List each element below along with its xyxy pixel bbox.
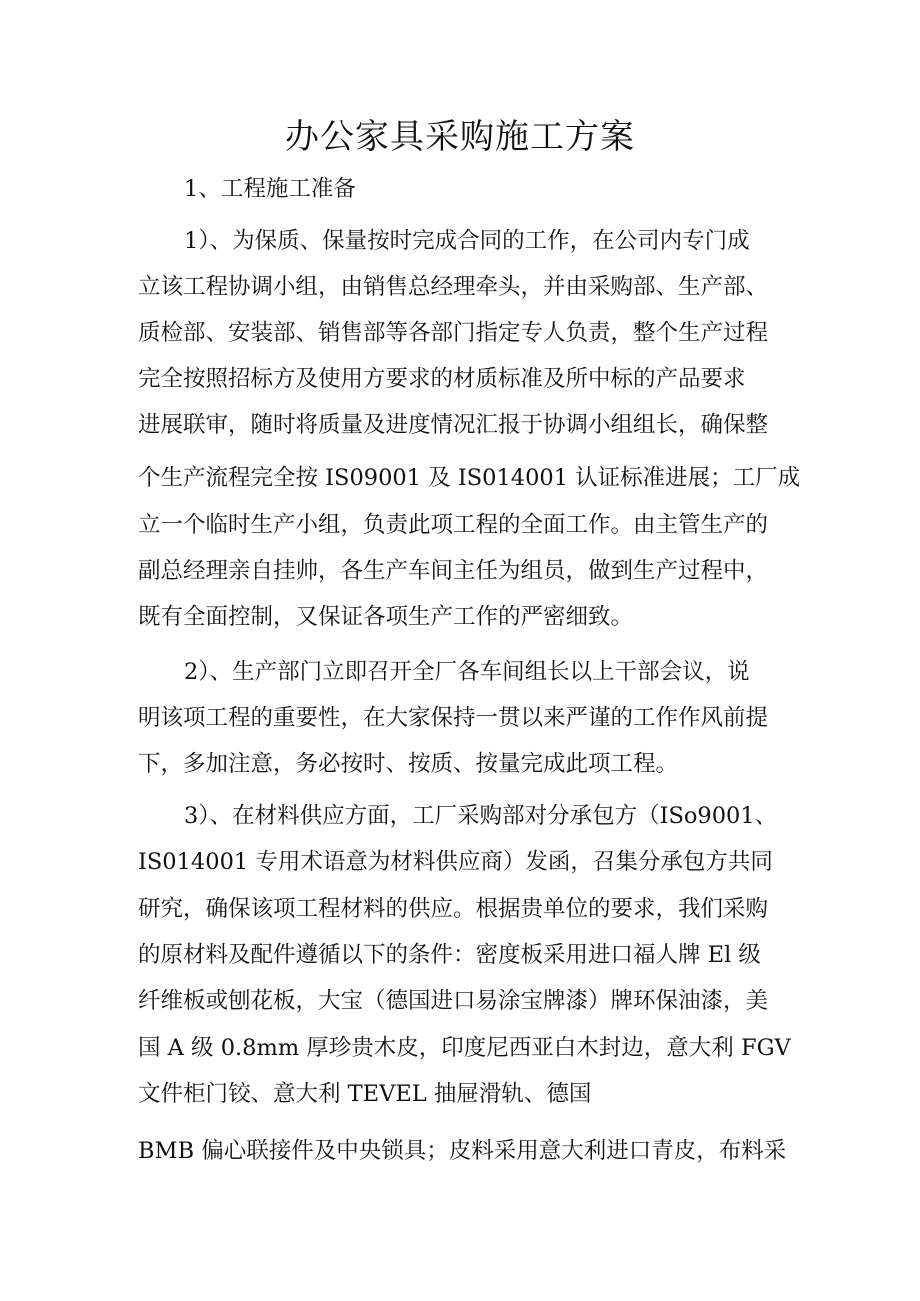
document-title: 办公家具采购施工方案 bbox=[285, 117, 635, 157]
paragraph-line: 国 A 级 0.8mm 厚珍贵木皮，印度尼西亚白木封边，意大利 FGV bbox=[138, 1035, 791, 1061]
section-heading: 1、工程施工准备 bbox=[184, 176, 356, 202]
paragraph-line: 副总经理亲自挂帅，各生产车间主任为组员，做到生产过程中， bbox=[138, 558, 769, 584]
paragraph-line: 明该项工程的重要性，在大家保持一贯以来严谨的工作作风前提 bbox=[138, 705, 769, 731]
paragraph-line: 纤维板或刨花板，大宝（德国进口易涂宝牌漆）牌环保油漆，美 bbox=[138, 988, 769, 1014]
paragraph-line: 1）、为保质、保量按时完成合同的工作，在公司内专门成 bbox=[184, 228, 750, 254]
paragraph-line: IS014001 专用术语意为材料供应商）发函，召集分承包方共同 bbox=[138, 849, 773, 875]
paragraph-line: 文件柜门铰、意大利 TEVEL 抽屉滑轨、德国 bbox=[138, 1081, 592, 1107]
paragraph-line: 立该工程协调小组，由销售总经理牵头，并由采购部、生产部、 bbox=[138, 274, 769, 300]
paragraph-line: 个生产流程完全按 IS09001 及 IS014001 认证标准进展；工厂成 bbox=[138, 465, 801, 491]
paragraph-line: 研究，确保该项工程材料的供应。根据贵单位的要求，我们采购 bbox=[138, 896, 769, 922]
paragraph-line: 立一个临时生产小组，负责此项工程的全面工作。由主管生产的 bbox=[138, 512, 769, 538]
paragraph-line: 质检部、安装部、销售部等各部门指定专人负责，整个生产过程 bbox=[138, 320, 769, 346]
paragraph-line: 3）、在材料供应方面，工厂采购部对分承包方（ISo9001、 bbox=[184, 803, 778, 829]
paragraph-line: 的原材料及配件遵循以下的条件：密度板采用进口福人牌 El 级 bbox=[138, 942, 761, 968]
paragraph-line: 完全按照招标方及使用方要求的材质标准及所中标的产品要求 bbox=[138, 366, 746, 392]
paragraph-line: 既有全面控制，又保证各项生产工作的严密细致。 bbox=[138, 604, 634, 630]
paragraph-line: BMB 偏心联接件及中央锁具；皮料采用意大利进口青皮，布料采 bbox=[138, 1138, 787, 1164]
paragraph-line: 2）、生产部门立即召开全厂各车间组长以上干部会议，说 bbox=[184, 659, 750, 685]
paragraph-line: 进展联审，随时将质量及进度情况汇报于协调小组组长，确保整 bbox=[138, 412, 769, 438]
paragraph-line: 下，多加注意，务必按时、按质、按量完成此项工程。 bbox=[138, 751, 679, 777]
